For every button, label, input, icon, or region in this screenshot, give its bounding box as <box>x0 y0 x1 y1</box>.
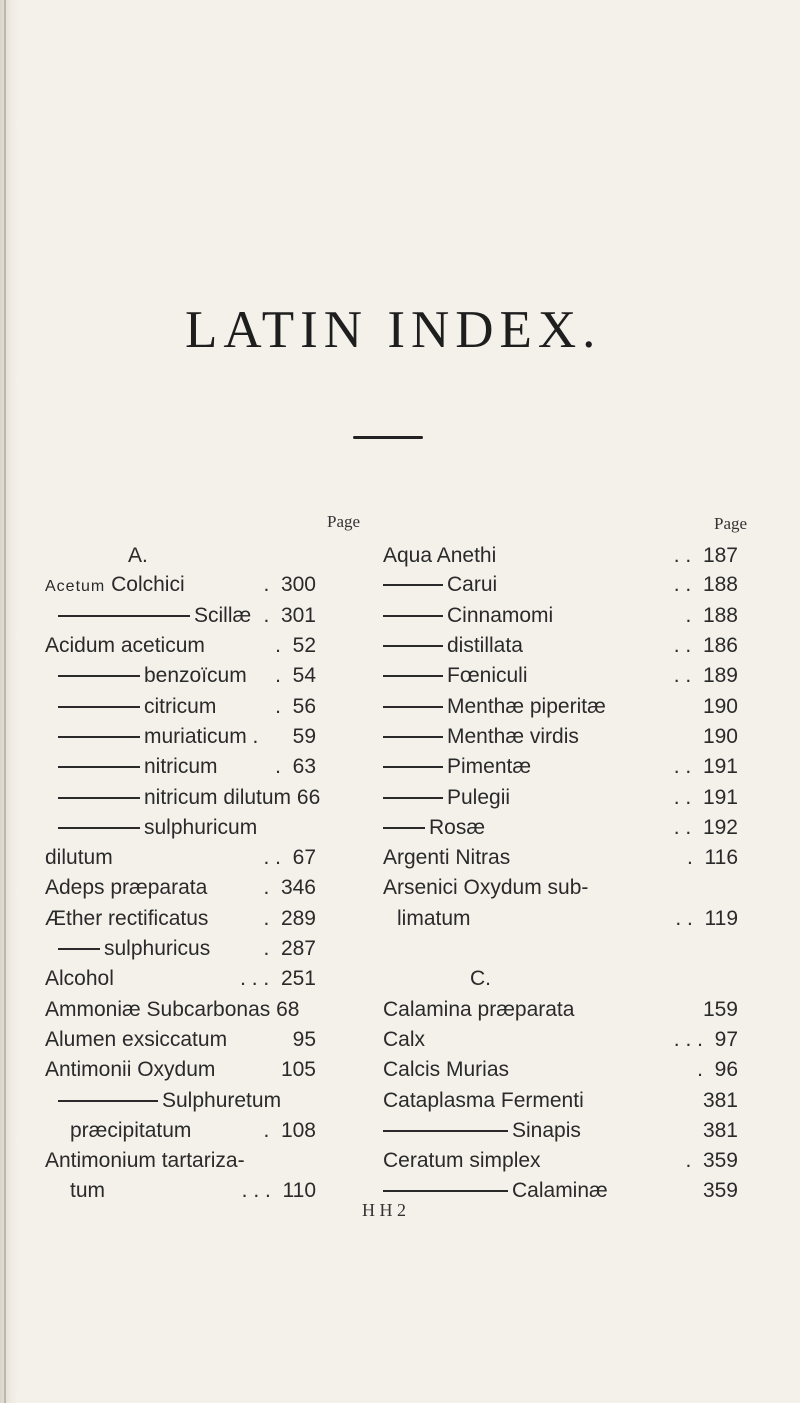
index-entry: Acidum aceticum <box>45 634 205 657</box>
entry-page: 66 <box>296 786 321 809</box>
entry-text: Menthæ virdis <box>447 725 579 748</box>
index-entry <box>383 692 606 722</box>
entry-text: citricum <box>144 695 217 718</box>
entry-text: Calaminæ <box>512 1179 608 1202</box>
entry-page: . . 186 <box>673 634 738 657</box>
ditto-dash <box>383 827 425 829</box>
entry-text: nitricum <box>144 755 218 778</box>
index-entry <box>383 783 510 813</box>
ditto-dash <box>383 645 443 647</box>
ditto-dash <box>58 615 190 617</box>
index-entry <box>58 783 320 813</box>
index-entry: Calx <box>383 1028 426 1051</box>
entry-text: Pulegii <box>447 786 511 809</box>
entry-page: . 116 <box>687 846 738 869</box>
ditto-dash <box>58 675 140 677</box>
entry-text: muriaticum <box>144 725 247 748</box>
index-entry <box>383 722 579 752</box>
left-page-header: Page <box>327 512 361 531</box>
ditto-dash <box>383 706 443 708</box>
index-entry <box>58 601 251 631</box>
entry-page: . 359 <box>685 1149 738 1172</box>
index-entry <box>383 752 531 782</box>
signature-mark: H H 2 <box>362 1200 406 1220</box>
entry-page: . 346 <box>263 876 316 899</box>
entry-page: . . . 97 <box>673 1028 738 1051</box>
ditto-dash <box>58 766 140 768</box>
entry-page: 159 <box>702 998 738 1021</box>
entry-page: . . 67 <box>263 846 316 869</box>
page-title: LATIN INDEX. <box>185 301 602 359</box>
entry-text: Fœniculi <box>447 664 528 687</box>
index-entry: præcipitatum <box>70 1119 192 1142</box>
entry-page: . 301 <box>263 604 316 627</box>
section-letter-c: C. <box>470 967 491 990</box>
index-entry <box>383 631 523 661</box>
ditto-dash <box>383 615 443 617</box>
entry-text: sulphuricum <box>144 816 258 839</box>
index-entry <box>58 1086 281 1116</box>
index-entry <box>383 601 553 631</box>
index-entry: Alumen exsiccatum <box>45 1028 228 1051</box>
index-entry: Æther rectificatus <box>45 907 209 930</box>
index-entry: Antimonii Oxydum <box>45 1058 216 1081</box>
entry-page: . . . 251 <box>240 967 316 990</box>
ditto-dash <box>383 766 443 768</box>
index-entry: Cataplasma Fermenti <box>383 1089 584 1112</box>
entry-text: benzoïcum <box>144 664 247 687</box>
entry-text: Menthæ piperitæ <box>447 695 606 718</box>
ditto-dash <box>58 797 140 799</box>
entry-page: 68 <box>276 998 300 1021</box>
index-entry: limatum <box>397 907 471 930</box>
entry-text: sulphuricus <box>104 937 211 960</box>
ditto-dash <box>383 797 443 799</box>
entry-text: Scillæ <box>194 604 252 627</box>
entry-text: distillata <box>447 634 523 657</box>
entry-text: Rosæ <box>429 816 486 839</box>
entry-page: . . 192 <box>673 816 738 839</box>
index-entry: Antimonium tartariza- <box>45 1149 245 1172</box>
index-entry <box>58 752 218 782</box>
entry-page: 190 <box>702 725 738 748</box>
ditto-dash <box>58 948 100 950</box>
index-entry: Ammoniæ Subcarbonas 68 <box>45 998 300 1021</box>
ditto-dash <box>58 736 140 738</box>
entry-text: Pimentæ <box>447 755 532 778</box>
entry-page: 381 <box>702 1089 738 1112</box>
entry-page: 95 <box>292 1028 316 1051</box>
index-entry: Argenti Nitras <box>383 846 511 869</box>
entry-page: 190 <box>702 695 738 718</box>
page-edge <box>0 0 18 1403</box>
ditto-dash <box>383 736 443 738</box>
entry-page: . 300 <box>263 573 316 596</box>
entry-page: 105 <box>280 1058 316 1081</box>
entry-page: . 188 <box>685 604 738 627</box>
index-entry: Ceratum simplex <box>383 1149 541 1172</box>
entry-page: 359 <box>702 1179 738 1202</box>
index-entry <box>383 1176 608 1206</box>
entry-text: Colchici <box>111 573 185 596</box>
right-page-header: Page <box>714 514 748 533</box>
entry-page: . 96 <box>697 1058 738 1081</box>
index-entry <box>58 813 257 843</box>
ditto-dash <box>383 1190 508 1192</box>
entry-page: . 108 <box>263 1119 316 1142</box>
index-entry: muriaticum . <box>58 722 258 752</box>
index-entry <box>45 570 185 600</box>
index-entry <box>383 1116 581 1146</box>
entry-page: . . 191 <box>673 755 738 778</box>
entry-page: . 52 <box>275 634 316 657</box>
index-entry: Calcis Murias <box>383 1058 510 1081</box>
index-entry: Arsenici Oxydum sub- <box>383 876 589 899</box>
index-entry: dilutum <box>45 846 113 869</box>
index-entry: Aqua Anethi <box>383 544 497 567</box>
entry-text: Carui <box>447 573 498 596</box>
entry-page: . 289 <box>263 907 316 930</box>
ditto-dash <box>383 584 443 586</box>
ditto-dash <box>58 706 140 708</box>
index-entry <box>383 813 485 843</box>
entry-page: . 54 <box>275 664 316 687</box>
entry-page: . . 119 <box>675 907 738 930</box>
section-letter-a: A. <box>128 544 148 567</box>
entry-page: . . 187 <box>673 544 738 567</box>
index-entry: Adeps præparata <box>45 876 208 899</box>
entry-text: Sinapis <box>512 1119 581 1142</box>
index-entry <box>58 934 210 964</box>
entry-text: Sulphuretum <box>162 1089 282 1112</box>
index-entry: Calamina præparata <box>383 998 575 1021</box>
binding-line <box>4 0 6 1403</box>
index-entry <box>383 661 528 691</box>
ditto-dash <box>383 675 443 677</box>
entry-page: 381 <box>702 1119 738 1142</box>
entry-page: . . 191 <box>673 786 738 809</box>
entry-page: . 63 <box>275 755 316 778</box>
index-entry <box>58 692 216 722</box>
ditto-dash <box>383 1130 508 1132</box>
acetum-small-caps: Acetum <box>45 578 106 595</box>
index-entry: tum <box>70 1179 106 1202</box>
entry-page: 59 <box>292 725 316 748</box>
ditto-dash <box>58 827 140 829</box>
index-entry <box>383 570 497 600</box>
index-entry <box>58 661 247 691</box>
index-entry: Alcohol <box>45 967 114 990</box>
entry-text: Cinnamomi <box>447 604 554 627</box>
ditto-dash <box>58 1100 158 1102</box>
entry-text: nitricum dilutum <box>144 786 292 809</box>
entry-page: . 56 <box>275 695 316 718</box>
entry-page: . . . 110 <box>241 1179 316 1202</box>
entry-page: . . 189 <box>673 664 738 687</box>
title-rule <box>353 436 423 439</box>
entry-page: . . 188 <box>673 573 738 596</box>
entry-page: . 287 <box>263 937 316 960</box>
